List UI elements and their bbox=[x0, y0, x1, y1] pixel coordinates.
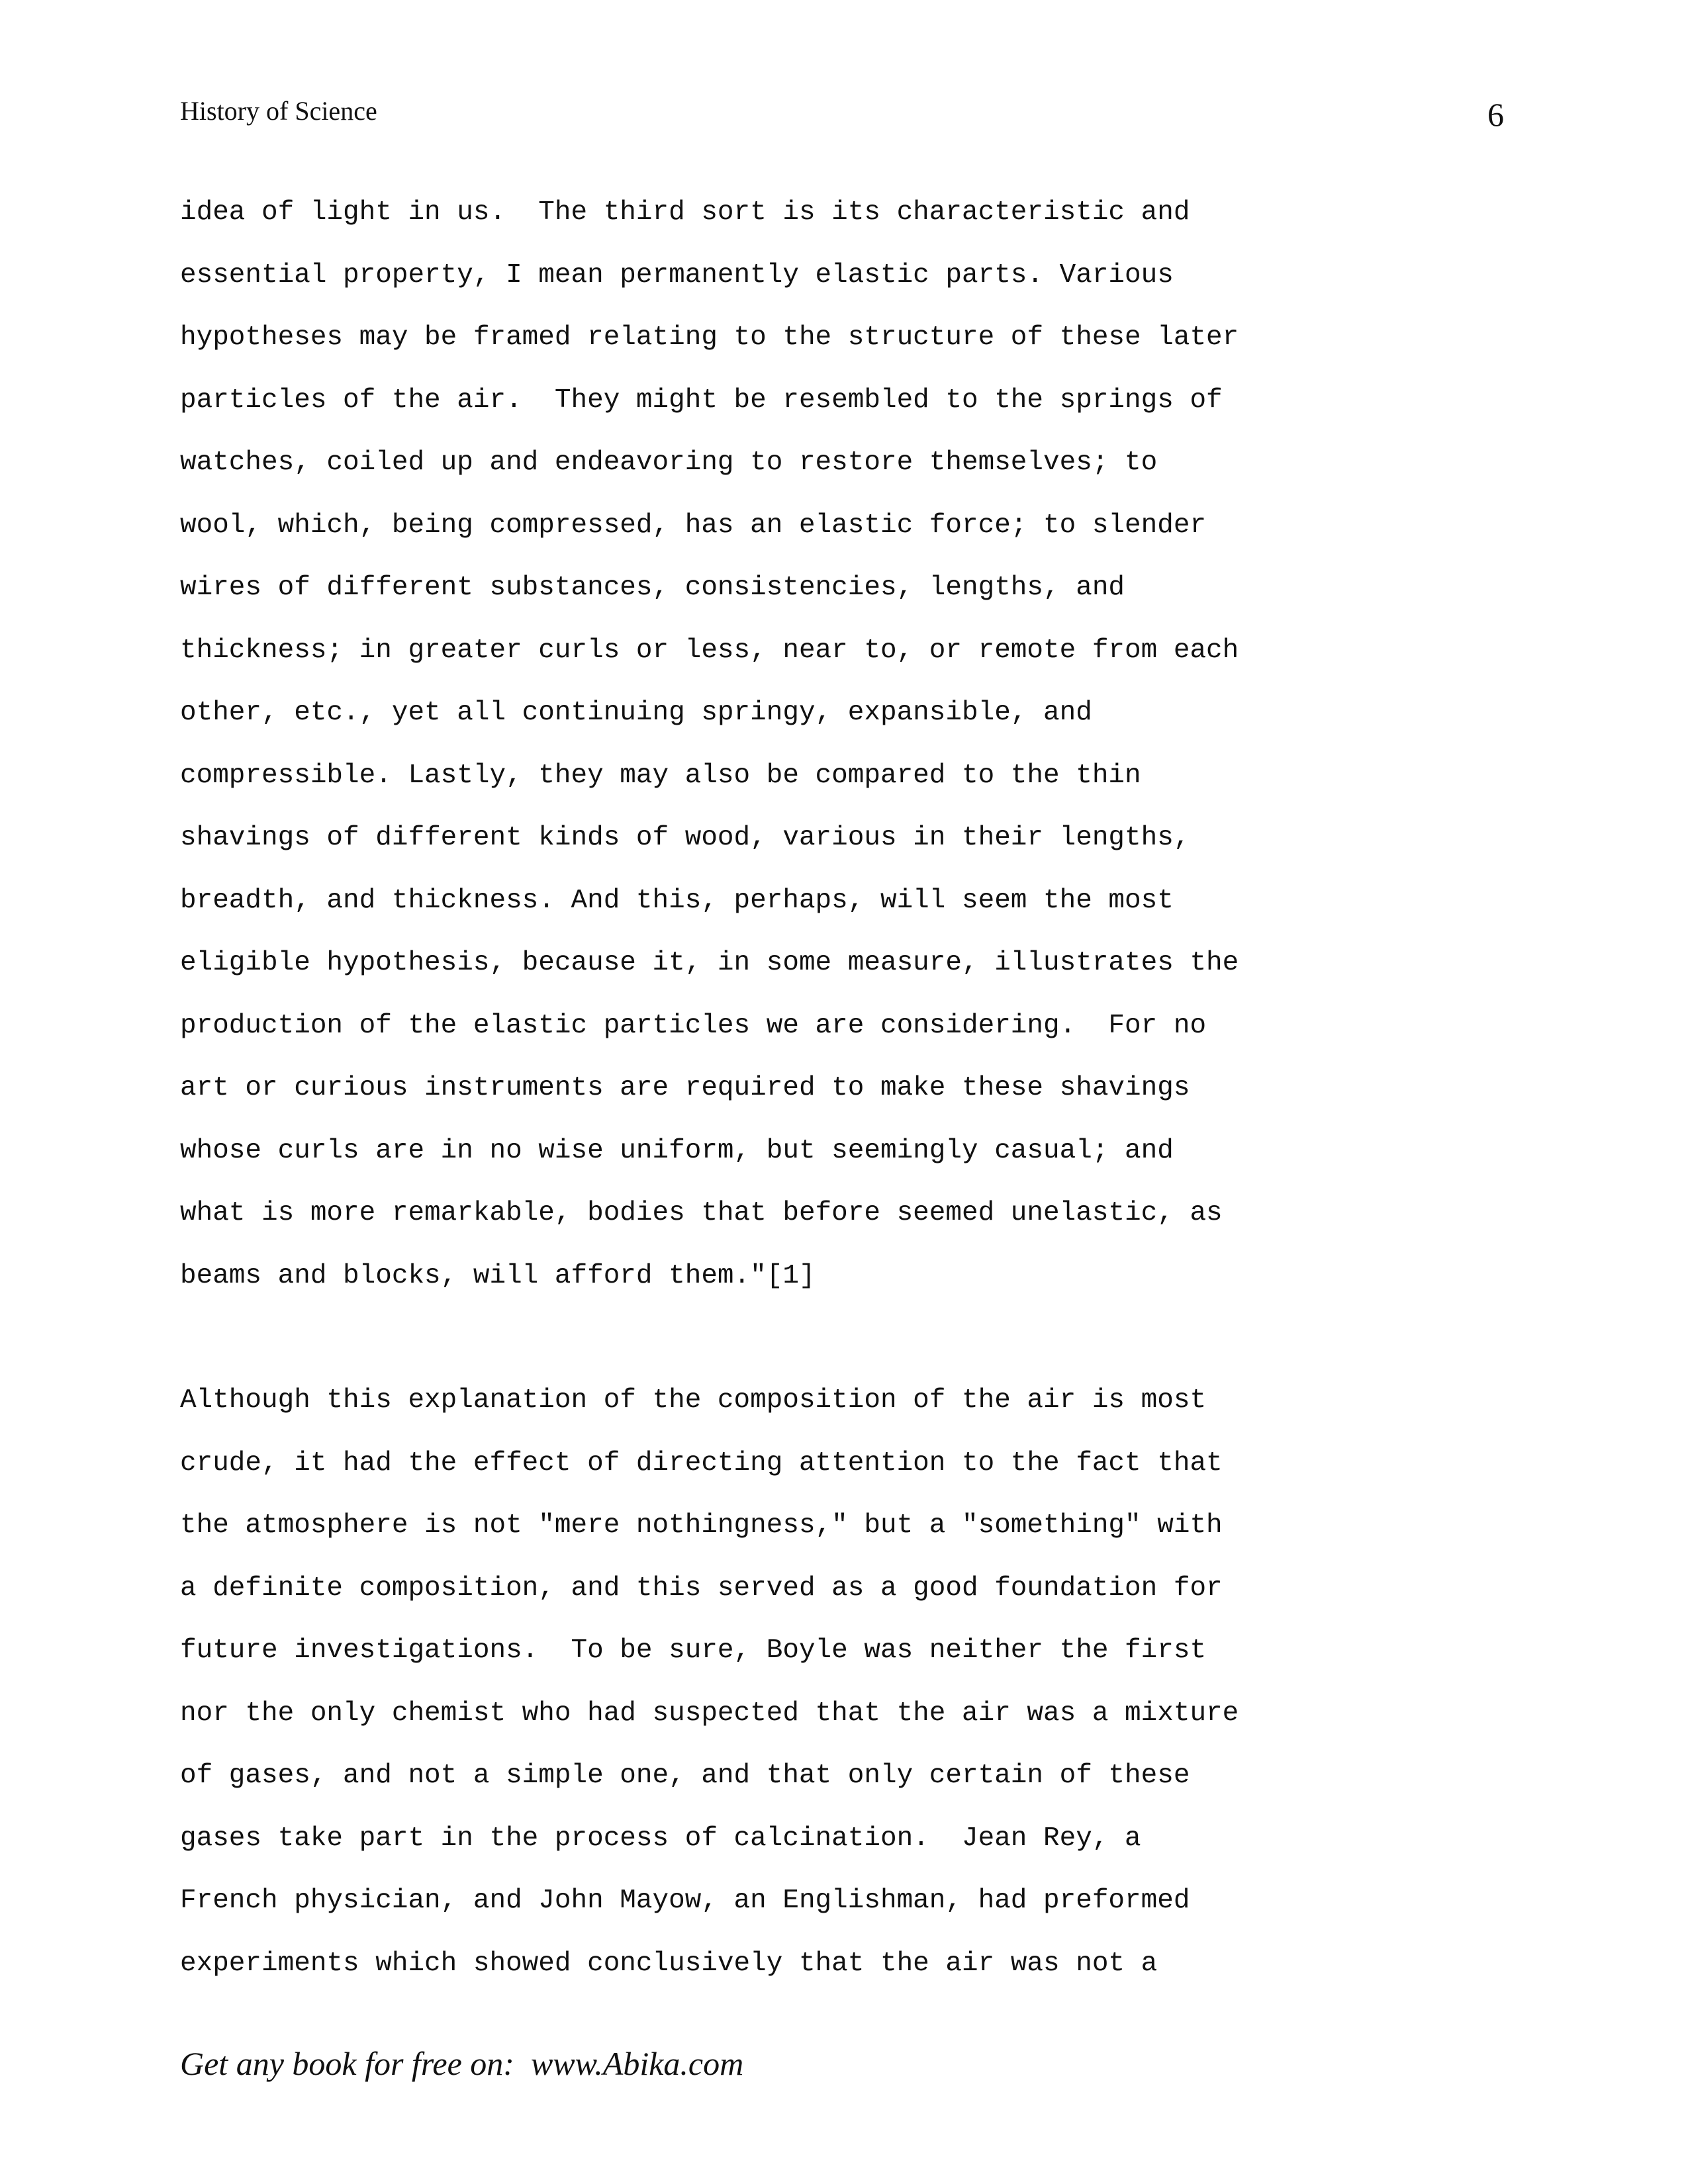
text-line: shavings of different kinds of wood, various in their lengths, bbox=[180, 823, 1190, 853]
footer-promo: Get any book for free on: www.Abika.com bbox=[180, 2045, 744, 2082]
text-line: thickness; in greater curls or less, near to, or remote from each bbox=[180, 635, 1239, 666]
paragraph-container bbox=[180, 196, 1504, 2009]
text-line: nor the only chemist who had suspected that the air was a mixture bbox=[180, 1698, 1239, 1729]
text-line: whose curls are in no wise uniform, but seemingly casual; and bbox=[180, 1135, 1174, 1166]
text-line: idea of light in us. The third sort is its characteristic and bbox=[180, 197, 1190, 228]
text-line: hypotheses may be framed relating to the structure of these later bbox=[180, 322, 1239, 353]
text-line: wires of different substances, consistencies, lengths, and bbox=[180, 572, 1125, 603]
text-line: French physician, and John Mayow, an Englishman, had preformed bbox=[180, 1886, 1190, 1916]
paragraph bbox=[180, 1384, 1504, 2009]
text-line: what is more remarkable, bodies that before seemed unelastic, as bbox=[180, 1198, 1223, 1228]
text-line: gases take part in the process of calcination. Jean Rey, a bbox=[180, 1823, 1141, 1854]
text-line: future investigations. To be sure, Boyle was neither the first bbox=[180, 1635, 1207, 1666]
text-line: wool, which, being compressed, has an elastic force; to slender bbox=[180, 510, 1207, 541]
text-line: art or curious instruments are required to make these shavings bbox=[180, 1073, 1190, 1103]
paragraph bbox=[180, 196, 1504, 1322]
text-line: beams and blocks, will afford them."[1] bbox=[180, 1260, 816, 1291]
text-line: essential property, I mean permanently elastic parts. Various bbox=[180, 259, 1174, 291]
text-line: breadth, and thickness. And this, perhaps, will seem the most bbox=[180, 885, 1174, 916]
body-text bbox=[180, 196, 1504, 2009]
text-line: eligible hypothesis, because it, in some measure, illustrates the bbox=[180, 948, 1239, 978]
text-line: the atmosphere is not "mere nothingness," but a "something" with bbox=[180, 1510, 1223, 1541]
page-number: 6 bbox=[1487, 96, 1504, 133]
text-line: a definite composition, and this served as a good foundation for bbox=[180, 1572, 1223, 1604]
text-line: production of the elastic particles we are considering. For no bbox=[180, 1010, 1207, 1041]
text-line: Although this explanation of the composition of the air is most bbox=[180, 1385, 1207, 1416]
text-line: compressible. Lastly, they may also be compared to the thin bbox=[180, 760, 1141, 791]
text-line: of gases, and not a simple one, and that only certain of these bbox=[180, 1760, 1190, 1791]
text-line: crude, it had the effect of directing attention to the fact that bbox=[180, 1447, 1223, 1479]
text-line: particles of the air. They might be resembled to the springs of bbox=[180, 385, 1223, 416]
text-line: other, etc., yet all continuing springy, expansible, and bbox=[180, 698, 1092, 728]
running-title: History of Science bbox=[180, 96, 377, 126]
paragraph-gap bbox=[180, 1322, 1504, 1384]
text-line: watches, coiled up and endeavoring to restore themselves; to bbox=[180, 447, 1158, 478]
text-line: experiments which showed conclusively that the air was not a bbox=[180, 1948, 1158, 1979]
